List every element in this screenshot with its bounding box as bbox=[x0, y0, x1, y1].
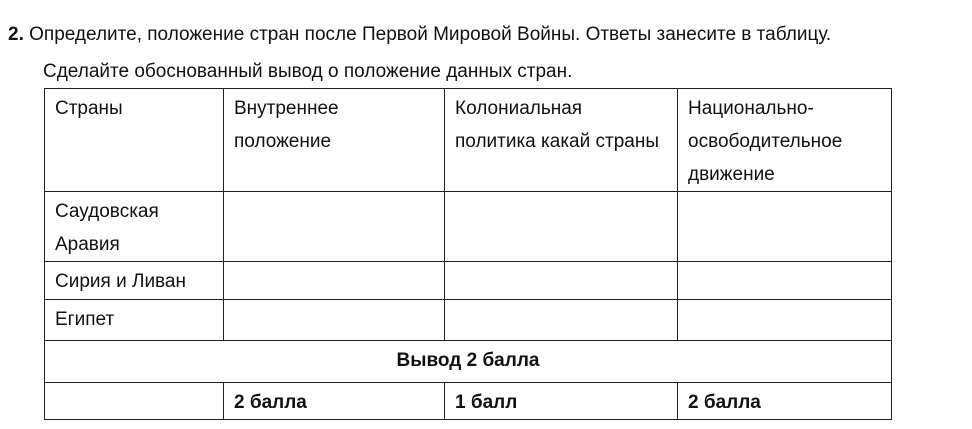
header-countries: Страны bbox=[45, 89, 224, 192]
points-row bbox=[45, 383, 892, 420]
points-colonial: 1 балл bbox=[445, 383, 678, 420]
answer-cell[interactable] bbox=[224, 192, 445, 262]
answer-cell[interactable] bbox=[224, 262, 445, 300]
table-row bbox=[45, 300, 892, 341]
table-header-row bbox=[45, 89, 892, 192]
country-cell: Саудовская Аравия bbox=[45, 192, 224, 262]
answer-cell[interactable] bbox=[678, 300, 892, 341]
task-heading bbox=[8, 22, 831, 48]
header-internal-situation: Внутреннее положение bbox=[224, 89, 445, 192]
task-subtext: Сделайте обоснованный вывод о положение данных стран. bbox=[43, 61, 573, 82]
points-internal: 2 балла bbox=[224, 383, 445, 420]
country-cell: Сирия и Ливан bbox=[45, 262, 224, 300]
answer-cell[interactable] bbox=[445, 262, 678, 300]
answer-cell[interactable] bbox=[678, 262, 892, 300]
table-row bbox=[45, 262, 892, 300]
country-cell: Египет bbox=[45, 300, 224, 341]
points-liberation: 2 балла bbox=[678, 383, 892, 420]
points-cell-empty bbox=[45, 383, 224, 420]
conclusion-cell[interactable]: Вывод 2 балла bbox=[45, 341, 892, 383]
answer-cell[interactable] bbox=[678, 192, 892, 262]
header-colonial-policy: Колониальная политика какай страны bbox=[445, 89, 678, 192]
header-liberation-movement: Национально-освободительное движение bbox=[678, 89, 892, 192]
answer-cell[interactable] bbox=[445, 192, 678, 262]
task-text: Определите, положение стран после Первой Мировой Войны. Ответы занесите в таблицу. bbox=[29, 24, 832, 45]
countries-table bbox=[44, 88, 892, 420]
answer-cell[interactable] bbox=[224, 300, 445, 341]
task-number: 2. bbox=[8, 24, 24, 45]
table-row bbox=[45, 192, 892, 262]
answer-cell[interactable] bbox=[445, 300, 678, 341]
conclusion-row bbox=[45, 341, 892, 383]
